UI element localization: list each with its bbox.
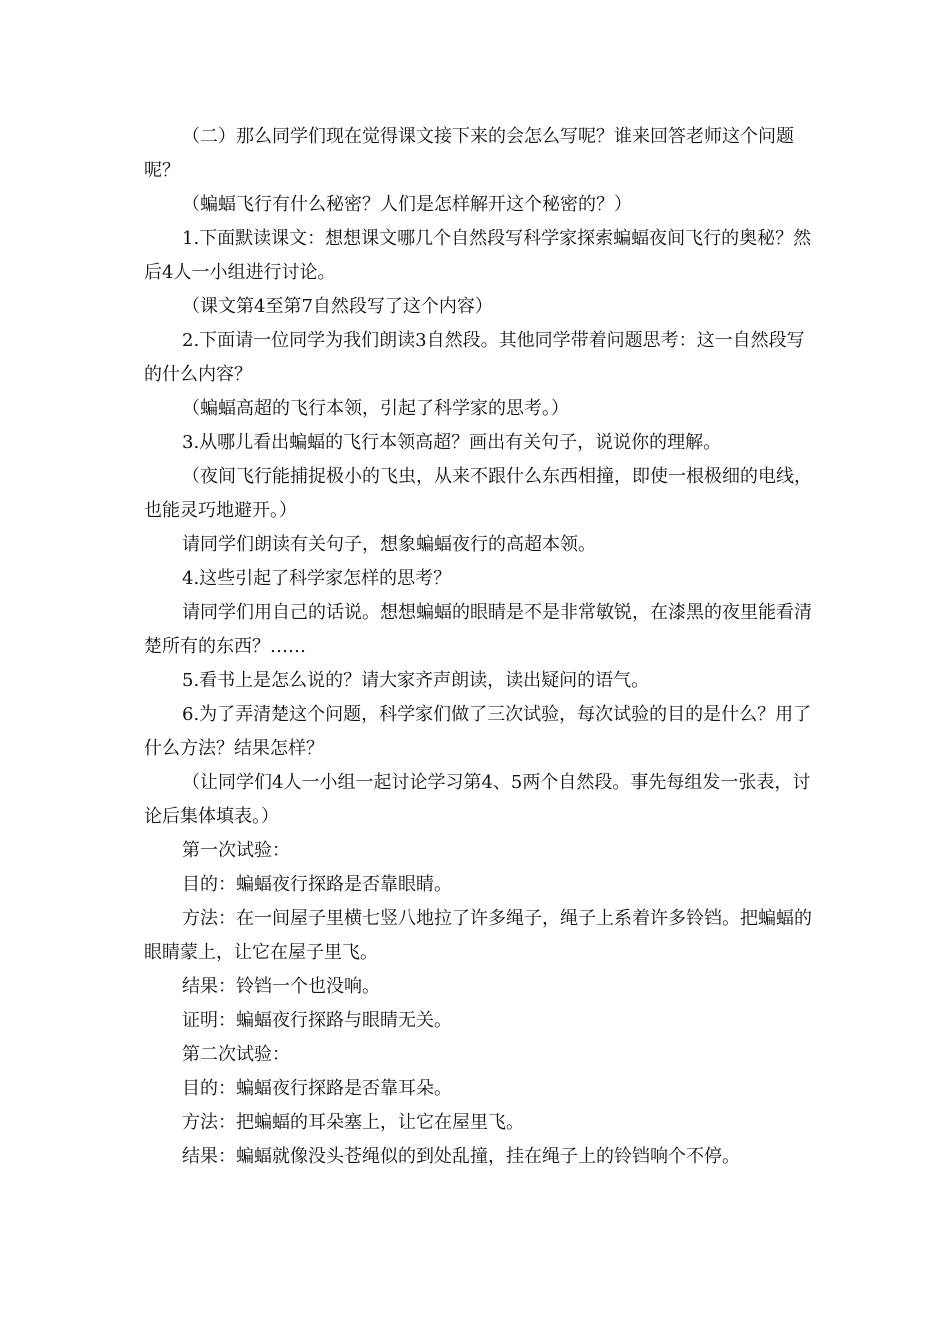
paragraph-step-3-answer: （夜间飞行能捕捉极小的飞虫，从来不跟什么东西相撞，即使一根极细的电线，也能灵巧地避开。）	[144, 466, 812, 521]
paragraph-read-aloud: 请同学们朗读有关句子，想象蝙蝠夜行的高超本领。	[182, 534, 596, 555]
paragraph-experiment-1-proof: 证明：蝙蝠夜行探路与眼睛无关。	[182, 1010, 452, 1031]
paragraph-experiment-1-title: 第一次试验：	[182, 840, 290, 861]
paragraph-step-1: 1.下面默读课文：想想课文哪几个自然段写科学家探索蝙蝠夜间飞行的奥秘？然后4人一小组进行讨论。	[144, 228, 812, 283]
paragraph-step-1-answer: （课文第4至第7自然段写了这个内容）	[182, 296, 493, 317]
paragraph-question-intro: （二）那么同学们现在觉得课文接下来的会怎么写呢？谁来回答老师这个问题呢？	[144, 126, 794, 181]
paragraph-step-6: 6.为了弄清楚这个问题，科学家们做了三次试验，每次试验的目的是什么？用了什么方法？结果怎样？	[144, 704, 812, 759]
paragraph-step-4-detail: 请同学们用自己的话说。想想蝙蝠的眼睛是不是非常敏锐，在漆黑的夜里能看清楚所有的东西？……	[144, 602, 812, 657]
paragraph-step-5: 5.看书上是怎么说的？请大家齐声朗读，读出疑问的语气。	[182, 670, 650, 691]
paragraph-step-2: 2.下面请一位同学为我们朗读3自然段。其他同学带着问题思考：这一自然段写的什么内容？	[144, 330, 805, 385]
paragraph-step-3: 3.从哪儿看出蝙蝠的飞行本领高超？画出有关句子，说说你的理解。	[182, 432, 722, 453]
paragraph-experiment-2-result: 结果：蝙蝠就像没头苍绳似的到处乱撞，挂在绳子上的铃铛响个不停。	[182, 1146, 740, 1167]
paragraph-experiment-2-method: 方法：把蝙蝠的耳朵塞上，让它在屋里飞。	[182, 1112, 524, 1133]
paragraph-step-2-answer: （蝙蝠高超的飞行本领，引起了科学家的思考。）	[182, 398, 569, 419]
paragraph-experiment-1-result: 结果：铃铛一个也没响。	[182, 976, 380, 997]
paragraph-experiment-1-purpose: 目的：蝙蝠夜行探路是否靠眼睛。	[182, 874, 452, 895]
paragraph-experiment-1-method: 方法：在一间屋子里横七竖八地拉了许多绳子，绳子上系着许多铃铛。把蝙蝠的眼睛蒙上，让它在屋子里飞。	[144, 908, 812, 963]
document-body	[144, 120, 814, 1174]
paragraph-experiment-2-title: 第二次试验：	[182, 1044, 290, 1065]
paragraph-experiment-2-purpose: 目的：蝙蝠夜行探路是否靠耳朵。	[182, 1078, 452, 1099]
paragraph-step-6-group: （让同学们4人一小组一起讨论学习第4、5两个自然段。事先每组发一张表，讨论后集体填表。）	[144, 772, 811, 827]
paragraph-bat-secret: （蝙蝠飞行有什么秘密？人们是怎样解开这个秘密的？）	[182, 194, 632, 215]
paragraph-step-4: 4.这些引起了科学家怎样的思考？	[182, 568, 452, 589]
